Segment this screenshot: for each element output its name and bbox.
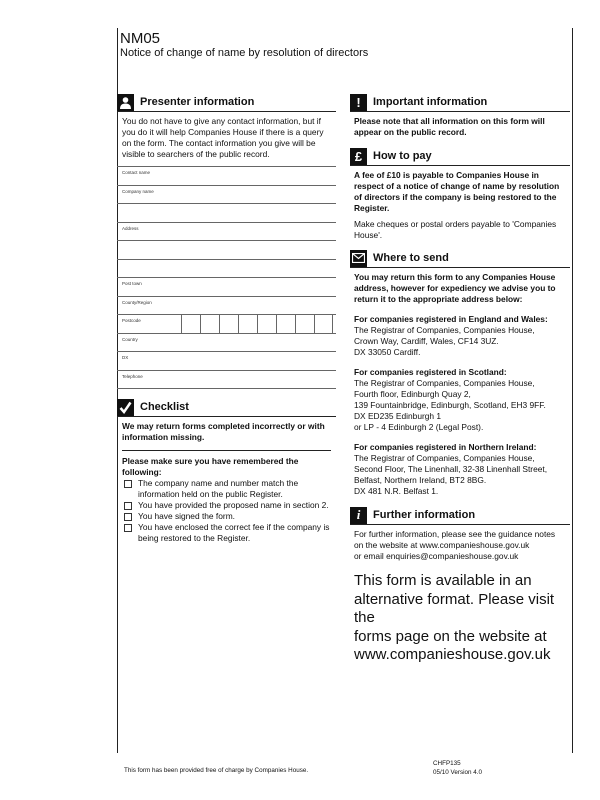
postcode-box[interactable] [200, 315, 219, 333]
checkbox[interactable] [124, 502, 132, 510]
info-icon: i [350, 507, 367, 524]
right-column [350, 93, 570, 665]
footer-note: This form has been provided free of charge by Companies House. [124, 767, 309, 774]
important-title: Important information [373, 96, 488, 108]
address-field-3[interactable] [117, 260, 336, 279]
cheques-text: Make cheques or postal orders payable to 'Companies House'. [354, 219, 557, 240]
further-info-header [350, 506, 570, 525]
ni-address [354, 442, 566, 497]
where-to-send-intro: You may return this form to any Companies House address, however for expediency we advise you to return it to the appropriate address below: [354, 272, 556, 304]
postcode-box[interactable] [181, 315, 200, 333]
checklist-item-text: The company name and number match the information held on the public Register. [138, 478, 299, 499]
checklist-warning: We may return forms completed incorrectly or with information missing. [122, 421, 331, 451]
alt-format-line: www.companieshouse.gov.uk [354, 646, 551, 663]
envelope-icon [350, 250, 367, 267]
scotland-heading: For companies registered in Scotland: [354, 367, 507, 377]
checklist-lead: Please make sure you have remembered the following: [122, 456, 299, 477]
country-field[interactable] [117, 334, 336, 353]
how-to-pay-section [350, 147, 570, 241]
checkbox[interactable] [124, 524, 132, 532]
form-code: NM05 [120, 30, 161, 47]
address-line: The Registrar of Companies, Companies House, [354, 378, 535, 388]
dx-label: DX [122, 355, 129, 360]
checklist-item [122, 478, 331, 500]
checklist-title: Checklist [140, 401, 189, 413]
address-line: Second Floor, The Linenhall, 32-38 Linenhall Street, [354, 464, 548, 474]
pound-icon: £ [350, 148, 367, 165]
checklist-item [122, 522, 331, 544]
left-column [117, 93, 336, 544]
further-info-text [354, 529, 566, 562]
checkmark-icon [117, 399, 134, 416]
important-section [350, 93, 570, 138]
presenter-fields [117, 166, 336, 389]
presenter-section [117, 93, 336, 389]
presenter-header [117, 93, 336, 112]
dx-field[interactable] [117, 352, 336, 371]
address-line: Belfast, Northern Ireland, BT2 8BG. [354, 475, 487, 485]
county-field[interactable] [117, 297, 336, 316]
address-line: DX 33050 Cardiff. [354, 347, 421, 357]
checklist-body [122, 456, 331, 544]
postcode-label: Postcode [122, 318, 141, 323]
important-text: Please note that all information on this form will appear on the public record. [354, 116, 545, 137]
address-line: Crown Way, Cardiff, Wales, CF14 3UZ. [354, 336, 499, 346]
england-heading: For companies registered in England and Wales: [354, 314, 548, 324]
company-name-field-2[interactable] [117, 204, 336, 223]
ni-heading: For companies registered in Northern Ireland: [354, 442, 537, 452]
postcode-box[interactable] [238, 315, 257, 333]
postcode-box[interactable] [314, 315, 333, 333]
post-town-label: Post town [122, 281, 142, 286]
presenter-title: Presenter information [140, 96, 255, 108]
address-field[interactable] [117, 223, 336, 242]
company-name-field[interactable] [117, 186, 336, 205]
address-line: DX ED235 Edinburgh 1 [354, 411, 442, 421]
checklist-section [117, 398, 336, 544]
checklist-item-text: You have enclosed the correct fee if the company is being restored to the Register. [138, 522, 330, 543]
fee-text: A fee of £10 is payable to Companies House in respect of a notice of change of name by resolution of directors if the company is being restored to the Register. [354, 170, 560, 213]
postcode-box[interactable] [276, 315, 295, 333]
further-info-title: Further information [373, 509, 476, 521]
country-label: Country [122, 336, 138, 342]
further-line: on the website at www.companieshouse.gov.uk [354, 540, 530, 550]
company-name-label: Company name [122, 188, 154, 194]
checklist-header [117, 398, 336, 417]
where-to-send-header [350, 249, 570, 268]
alt-format-line: alternative format. Please visit the [354, 590, 555, 626]
telephone-field[interactable] [117, 371, 336, 390]
scotland-address [354, 367, 566, 433]
checkbox[interactable] [124, 480, 132, 488]
checklist-item [122, 511, 331, 522]
telephone-label: Telephone [122, 373, 143, 379]
england-address [354, 314, 566, 358]
further-info-section [350, 506, 570, 665]
exclamation-icon: ! [350, 94, 367, 111]
important-header [350, 93, 570, 112]
postcode-boxes [181, 315, 333, 333]
right-margin-rule [572, 28, 573, 753]
footer-code-block [433, 760, 482, 777]
county-label: County/Region [122, 299, 152, 305]
person-icon [117, 94, 134, 111]
form-reference: CHFP135 [433, 760, 461, 767]
address-line: Fourth floor, Edinburgh Quay 2, [354, 389, 471, 399]
postcode-box[interactable] [295, 315, 314, 333]
alt-format-notice [354, 572, 566, 665]
address-line: DX 481 N.R. Belfast 1. [354, 486, 439, 496]
address-field-2[interactable] [117, 241, 336, 260]
where-to-send-section [350, 249, 570, 497]
further-line: For further information, please see the guidance notes [354, 529, 556, 539]
postcode-box[interactable] [257, 315, 276, 333]
contact-name-label: Contact name [122, 170, 151, 175]
checkbox[interactable] [124, 513, 132, 521]
postcode-box[interactable] [219, 315, 238, 333]
checklist-item [122, 500, 331, 511]
presenter-intro: You do not have to give any contact information, but if you do it will help Companies House if there is a query on the form. The contact information you give will be visible to searchers of the public record. [122, 116, 324, 159]
checklist-item-text: You have provided the proposed name in section 2. [138, 500, 329, 510]
how-to-pay-title: How to pay [373, 150, 432, 162]
form-version: 05/10 Version 4.0 [433, 768, 483, 776]
postcode-field[interactable] [117, 315, 336, 334]
address-line: or LP - 4 Edinburgh 2 (Legal Post). [354, 422, 484, 432]
contact-name-field[interactable] [117, 167, 336, 186]
how-to-pay-header [350, 147, 570, 166]
address-line: The Registrar of Companies, Companies House, [354, 453, 535, 463]
checklist-item-text: You have signed the form. [138, 511, 235, 521]
address-line: The Registrar of Companies, Companies House, [354, 325, 535, 335]
alt-format-line: This form is available in an [354, 572, 532, 589]
alt-format-line: forms page on the website at [354, 627, 547, 645]
form-title: Notice of change of name by resolution of directors [120, 47, 369, 59]
further-line: or email enquiries@companieshouse.gov.uk [354, 551, 519, 561]
address-line: 139 Fountainbridge, Edinburgh, Scotland, EH3 9FF. [354, 400, 546, 410]
address-label: Address [122, 225, 139, 231]
post-town-field[interactable] [117, 278, 336, 297]
where-to-send-title: Where to send [373, 252, 449, 264]
